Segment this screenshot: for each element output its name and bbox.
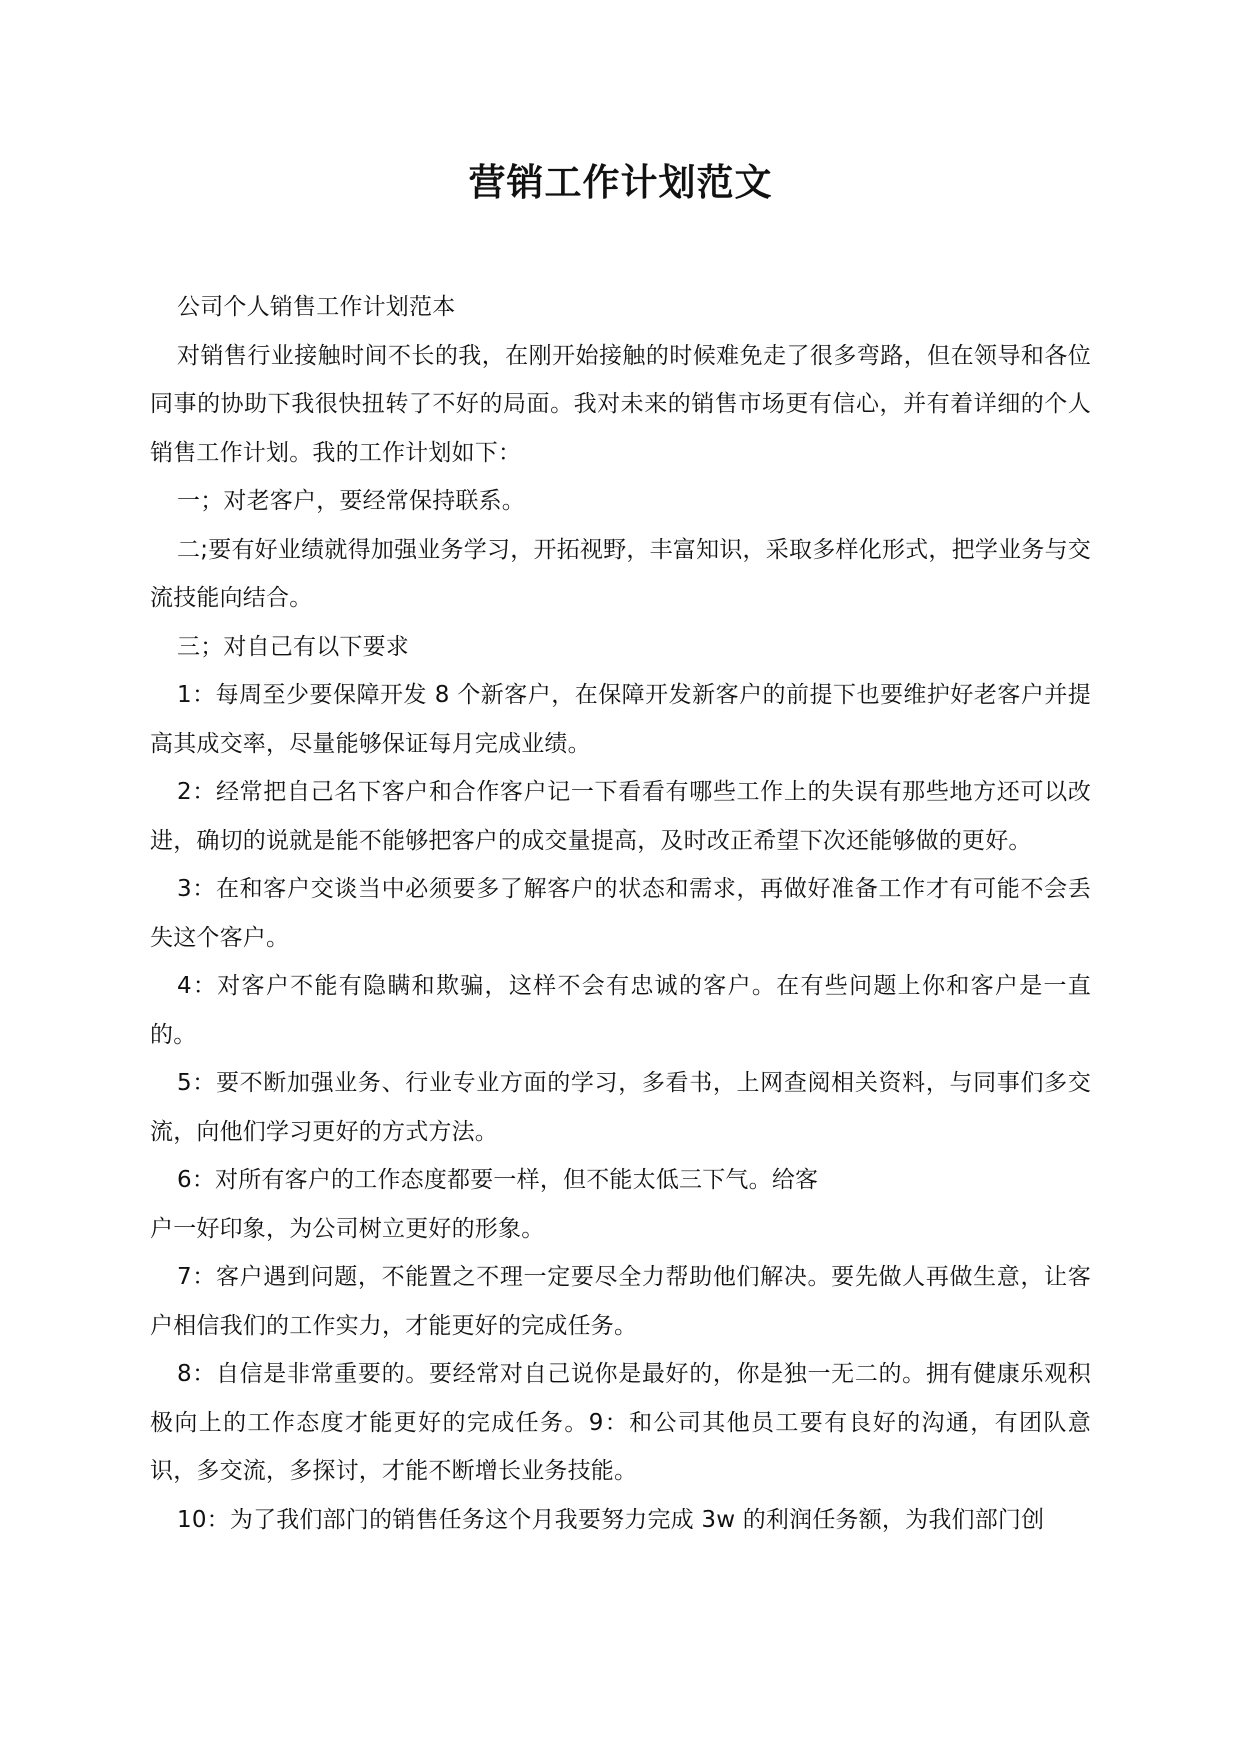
document-body bbox=[150, 283, 1091, 1544]
paragraph-requirement-10: 10：为了我们部门的销售任务这个月我要努力完成 3w 的利润任务额，为我们部门创 bbox=[177, 1506, 1045, 1533]
paragraph-requirement-6-continued: 户一好印象，为公司树立更好的形象。 bbox=[150, 1215, 545, 1242]
paragraph-requirement-8-9: 8：自信是非常重要的。要经常对自己说你是最好的，你是独一无二的。拥有健康乐观积极向上的工作态度才能更好的完成任务。9：和公司其他员工要有良好的沟通，有团队意识，多交流，多探讨，才能不断增长业务技能。 bbox=[150, 1361, 1091, 1484]
paragraph-requirement-2: 2：经常把自己名下客户和合作客户记一下看看有哪些工作上的失误有那些地方还可以改进，确切的说就是能不能够把客户的成交量提高，及时改正希望下次还能够做的更好。 bbox=[150, 779, 1091, 854]
paragraph-item-one: 一；对老客户，要经常保持联系。 bbox=[177, 488, 525, 514]
paragraph-requirement-4: 4：对客户不能有隐瞒和欺骗，这样不会有忠诚的客户。在有些问题上你和客户是一直的。 bbox=[150, 973, 1091, 1048]
paragraph-subtitle: 公司个人销售工作计划范本 bbox=[177, 294, 456, 320]
paragraph-item-two: 二;要有好业绩就得加强业务学习，开拓视野，丰富知识，采取多样化形式，把学业务与交流技能向结合。 bbox=[150, 536, 1091, 611]
document-title: 营销工作计划范文 bbox=[468, 161, 773, 204]
paragraph-requirement-5: 5：要不断加强业务、行业专业方面的学习，多看书，上网查阅相关资料，与同事们多交流，向他们学习更好的方式方法。 bbox=[150, 1070, 1091, 1145]
paragraph-requirement-3: 3：在和客户交谈当中必须要多了解客户的状态和需求，再做好准备工作才有可能不会丢失这个客户。 bbox=[150, 876, 1091, 951]
paragraph-requirement-6: 6：对所有客户的工作态度都要一样，但不能太低三下气。给客 bbox=[177, 1167, 819, 1193]
paragraph-intro: 对销售行业接触时间不长的我，在刚开始接触的时候难免走了很多弯路，但在领导和各位同事的协助下我很快扭转了不好的局面。我对未来的销售市场更有信心，并有着详细的个人销售工作计划。我的工作计划如下： bbox=[150, 342, 1091, 466]
paragraph-item-three: 三；对自己有以下要求 bbox=[177, 633, 409, 660]
paragraph-requirement-7: 7：客户遇到问题，不能置之不理一定要尽全力帮助他们解决。要先做人再做生意，让客户相信我们的工作实力，才能更好的完成任务。 bbox=[150, 1264, 1091, 1339]
paragraph-requirement-1: 1：每周至少要保障开发 8 个新客户，在保障开发新客户的前提下也要维护好老客户并提高其成交率，尽量能够保证每月完成业绩。 bbox=[150, 682, 1091, 757]
